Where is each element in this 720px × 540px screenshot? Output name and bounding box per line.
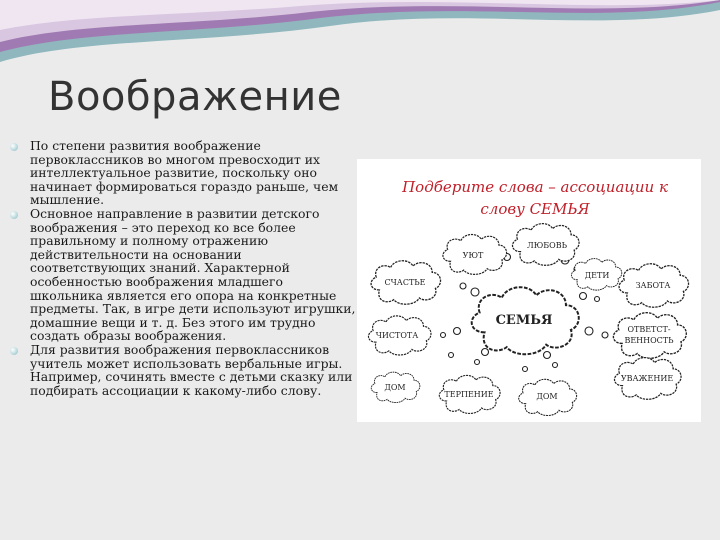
bullet-list: [8, 139, 356, 397]
word-responsibility-1: ОТВЕТСТ-: [627, 325, 671, 334]
diagram-heading-line2: слову СЕМЬЯ: [480, 200, 590, 218]
word-home: ДОМ: [536, 392, 558, 401]
word-care: ЗАБОТА: [635, 281, 671, 290]
word-responsibility-2: ВЕННОСТЬ: [624, 336, 674, 345]
word-children: ДЕТИ: [584, 271, 610, 280]
diagram-heading-line1: Подберите слова – ассоциации к: [402, 178, 668, 196]
word-house: ДОМ: [384, 383, 406, 392]
word-purity: ЧИСТОТА: [375, 331, 419, 340]
bullet-icon: [10, 143, 18, 151]
word-love: ЛЮБОВЬ: [527, 241, 567, 250]
association-diagram-panel: [357, 159, 701, 422]
word-happiness: СЧАСТЬЕ: [384, 278, 426, 287]
bullet-text: Для развития воображения первоклассников учитель может использовать вербальные игры. Например, сочинять вместе с детьми сказку или подбирать ассоциации к какому-либо слову.: [30, 341, 353, 398]
bullet-item: [8, 207, 356, 343]
word-patience: ТЕРПЕНИЕ: [444, 390, 494, 399]
bullet-item: [8, 343, 356, 397]
bullet-icon: [10, 347, 18, 355]
word-comfort: УЮТ: [462, 251, 484, 260]
bullet-icon: [10, 211, 18, 219]
slide-title: Воображение: [48, 74, 342, 120]
bullet-text: Основное направление в развитии детского воображения – это переход ко все более правильному и полному отражению действительности на основании соответствующих знаний. Характерной особенностью воображения младшего школьника является его опора на конкретные предметы. Так, в игре дети используют игрушки, домашние вещи и т. д. Без этого им трудно создать образы воображения.: [30, 205, 356, 344]
word-respect: УВАЖЕНИЕ: [620, 374, 674, 383]
bullet-text: По степени развития воображение первоклассников во многом превосходит их интеллектуальное развитие, поскольку оно начинает формироваться гораздо раньше, чем мышление.: [30, 138, 339, 208]
association-diagram: [357, 159, 701, 422]
bullet-item: [8, 139, 356, 207]
center-word: СЕМЬЯ: [495, 313, 553, 328]
